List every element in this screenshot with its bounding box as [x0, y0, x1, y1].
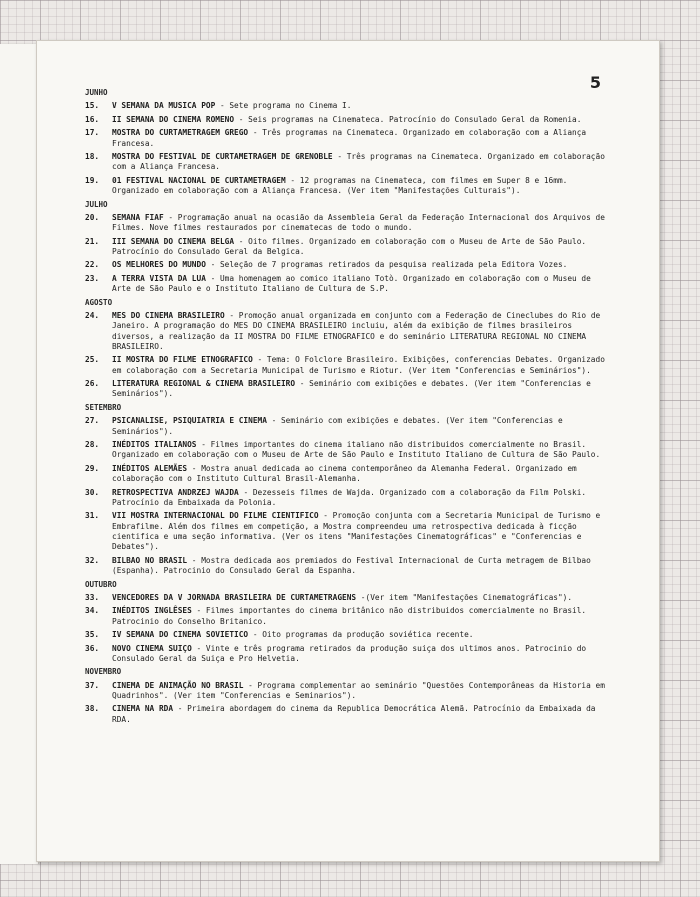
item-description: -(Ver item "Manifestações Cinematográficas").: [356, 592, 573, 602]
event-item: [85, 488, 613, 509]
item-text: [112, 644, 613, 665]
event-item: [85, 511, 613, 552]
event-item: [85, 644, 613, 665]
underlying-page: [0, 44, 39, 864]
item-number: 19.: [85, 175, 100, 185]
item-text: [112, 260, 613, 270]
item-description: - Programa complementar ao seminário "Questões Contemporâneas da Historia em Quadrinhos". (Ver item "Conferencias e Seminarios").: [112, 680, 605, 700]
item-description: - Sete programa no Cinema I.: [215, 101, 352, 111]
month-heading: AGOSTO: [85, 297, 113, 307]
item-title: OS MELHORES DO MUNDO: [112, 260, 206, 270]
item-number: 36.: [85, 643, 100, 653]
item-number: 17.: [85, 128, 100, 138]
item-number: 35.: [85, 630, 100, 640]
item-description: - Dezesseis filmes de Wajda. Organizado com a colaboração da Film Polski. Patrocínio da Embaixada da Polonia.: [112, 487, 587, 507]
event-item: [85, 440, 613, 461]
item-text: [112, 630, 613, 640]
item-number: 18.: [85, 152, 100, 162]
item-text: [112, 464, 613, 485]
item-description: - 12 programas na Cinemateca, com filmes em Super 8 e 16mm. Organizado em colaboração com a Aliança Francesa. (Ver item "Manifestações Culturais").: [112, 175, 568, 196]
item-description: - Seis programas na Cinemateca. Patrocínio do Consulado Geral da Romenia.: [234, 114, 582, 124]
item-number: 29.: [85, 463, 100, 473]
item-title: A TERRA VISTA DA LUA: [112, 273, 206, 283]
item-title: VII MOSTRA INTERNACIONAL DO FILME CIENTIFICO: [112, 511, 319, 521]
item-title: IV SEMANA DO CINEMA SOVIETICO: [112, 630, 249, 640]
event-item: [85, 260, 613, 270]
item-description: - Promoção anual organizada em conjunto com a Federação de Cineclubes do Rio de Janeiro. A programação do MES DO CINEMA BRASILEIRO incluiu, além da exibição de filmes brasileiros diversos, a realização da II MOSTRA DO FILME ETNOGRAFICO e do seminário LITERATURA REGIONAL NO CINEMA BRASILEIRO.: [112, 311, 601, 351]
item-number: 21.: [85, 236, 100, 246]
item-description: - Promoção conjunta com a Secretaria Municipal de Turismo e Embrafilme. Além dos filmes em competição, a Mostra compreendeu uma retrospectiva dedicada à ficção cientifica e uma seção informativa. (Ver os itens "Manifestações Cinematográficas" e "Conferencias e Debates").: [112, 511, 601, 552]
event-item: [85, 606, 613, 627]
item-text: [112, 176, 613, 197]
month-heading: NOVEMBRO: [85, 667, 122, 677]
item-number: 22.: [85, 260, 100, 270]
event-item: [85, 593, 613, 603]
item-number: 15.: [85, 101, 100, 111]
item-number: 30.: [85, 487, 100, 497]
event-item: [85, 355, 613, 376]
item-description: - Filmes importantes do cinema italiano não distribuidos comercialmente no Brasil. Organizado em colaboração com o Museu de Arte de São Paulo e Instituto Italiano de Cultura de São Paulo.: [112, 440, 601, 460]
month-heading: JULHO: [85, 199, 108, 209]
item-text: [112, 606, 613, 627]
event-item: [85, 128, 613, 149]
item-title: INÉDITOS ITALIANOS: [112, 440, 197, 450]
item-title: MOSTRA DO FESTIVAL DE CURTAMETRAGEM DE GRENOBLE: [112, 152, 333, 162]
item-description: - Vinte e três programa retirados da produção suiça dos ultimos anos. Patrocinio do Consulado Geral da Suiça e Pro Helvetia.: [112, 643, 587, 663]
month-heading: SETEMBRO: [85, 402, 122, 412]
item-number: 25.: [85, 355, 100, 365]
item-title: VENCEDORES DA V JORNADA BRASILEIRA DE CURTAMETRAGENS: [112, 592, 357, 602]
event-item: [85, 416, 613, 437]
item-description: - Filmes importantes do cinema britânico não distribuidos comercialmente no Brasil. Patrocinio do Conselho Britanico.: [112, 606, 587, 626]
item-number: 38.: [85, 704, 100, 714]
month-heading: JUNHO: [85, 88, 108, 97]
item-description: - Programação anual na ocasião da Assembleia Geral da Federação Internacional dos Arquivos de Filmes. Nove filmes restaurados por cinematecas de todo o mundo.: [112, 212, 605, 233]
item-text: [112, 213, 613, 234]
event-item: [85, 237, 613, 258]
item-title: LITERATURA REGIONAL & CINEMA BRASILEIRO: [112, 379, 296, 389]
item-title: NOVO CINEMA SUIÇO: [112, 643, 192, 653]
item-text: [112, 115, 613, 125]
item-text: [112, 152, 613, 173]
event-item: [85, 311, 613, 352]
event-item: [85, 704, 613, 725]
item-description: - Três programas na Cinemateca. Organizado em colaboração com a Aliança Francesa.: [112, 152, 605, 172]
item-number: 33.: [85, 592, 100, 602]
item-description: - Uma homenagem ao comico italiano Totò. Organizado em colaboração com o Museu de Arte de São Paulo e o Instituto Italiano de Cultura de S.P.: [112, 273, 591, 294]
item-text: [112, 593, 613, 603]
item-description: - Seminário com exibições e debates. (Ver item "Conferencias e Seminários").: [112, 379, 591, 399]
item-number: 16.: [85, 114, 100, 124]
item-title: INÉDITOS ALEMÃES: [112, 463, 188, 473]
item-title: SEMANA FIAF: [112, 212, 164, 222]
item-description: - Seminário com exibições e debates. (Ver item "Conferencias e Seminários").: [112, 416, 563, 436]
page-number: 5: [589, 73, 601, 92]
item-text: [112, 511, 613, 552]
item-title: RETROSPECTIVA ANDRZEJ WAJDA: [112, 487, 239, 497]
event-item: [85, 115, 613, 125]
item-title: 01 FESTIVAL NACIONAL DE CURTAMETRAGEM: [112, 175, 286, 185]
item-description: - Primeira abordagem do cinema da Republica Democrática Alemã. Patrocínio da Embaixada da RDA.: [112, 704, 596, 724]
item-text: [112, 101, 613, 111]
item-description: - Oito filmes. Organizado em colaboração com o Museu de Arte de São Paulo. Patrocínio do Consulado Geral da Belgica.: [112, 236, 587, 256]
event-item: [85, 274, 613, 295]
item-text: [112, 681, 613, 702]
item-text: [112, 556, 613, 577]
document-page: [36, 40, 660, 862]
item-description: - Três programas na Cinemateca. Organizado em colaboração com a Aliança Francesa.: [112, 128, 587, 148]
event-item: [85, 176, 613, 197]
item-description: - Tema: O Folclore Brasileiro. Exibições, conferencias Debates. Organizado em colaboração com a Secretaria Municipal de Turismo e Riotur. (Ver item "Conferencias e Seminários").: [112, 355, 605, 375]
item-description: - Mostra anual dedicada ao cinema contemporâneo da Alemanha Federal. Organizado em colaboração com o Instituto Cultural Brasil-Alemanha.: [112, 463, 577, 484]
event-item: [85, 630, 613, 640]
item-title: CINEMA DE ANIMAÇÃO NO BRASIL: [112, 680, 244, 690]
item-description: - Mostra dedicada aos premiados do Festival Internacional de Curta metragem de Bilbao (Espanha). Patrocinio do Consulado Geral da Espanha.: [112, 555, 591, 576]
month-heading: OUTUBRO: [85, 579, 117, 589]
item-text: [112, 274, 613, 295]
item-text: [112, 237, 613, 258]
event-list: [85, 85, 613, 728]
item-text: [112, 311, 613, 352]
item-title: CINEMA NA RDA: [112, 704, 174, 714]
item-title: INÉDITOS INGLÊSES: [112, 606, 192, 616]
item-text: [112, 379, 613, 400]
item-title: V SEMANA DA MUSICA POP: [112, 101, 216, 111]
item-title: MOSTRA DO CURTAMETRAGEM GREGO: [112, 128, 249, 138]
item-number: 26.: [85, 379, 100, 389]
event-item: [85, 152, 613, 173]
item-title: III SEMANA DO CINEMA BELGA: [112, 236, 235, 246]
item-number: 31.: [85, 511, 100, 521]
event-item: [85, 464, 613, 485]
item-title: II MOSTRA DO FILME ETNOGRAFICO: [112, 355, 253, 365]
event-item: [85, 556, 613, 577]
item-number: 27.: [85, 416, 100, 426]
item-title: II SEMANA DO CINEMA ROMENO: [112, 114, 235, 124]
item-text: [112, 440, 613, 461]
item-text: [112, 128, 613, 149]
item-number: 34.: [85, 606, 100, 616]
item-number: 20.: [85, 212, 100, 222]
event-item: [85, 101, 613, 111]
item-title: MES DO CINEMA BRASILEIRO: [112, 311, 225, 321]
item-description: - Oito programas da produção soviética recente.: [248, 630, 474, 640]
item-title: BILBAO NO BRASIL: [112, 555, 188, 565]
item-number: 37.: [85, 680, 100, 690]
item-number: 32.: [85, 555, 100, 565]
item-number: 28.: [85, 440, 100, 450]
item-text: [112, 704, 613, 725]
item-description: - Seleção de 7 programas retirados da pesquisa realizada pela Editora Vozes.: [205, 260, 568, 270]
item-number: 23.: [85, 273, 100, 283]
item-text: [112, 488, 613, 509]
item-title: PSICANALISE, PSIQUIATRIA E CINEMA: [112, 416, 267, 426]
item-text: [112, 355, 613, 376]
item-text: [112, 416, 613, 437]
item-number: 24.: [85, 311, 100, 321]
event-item: [85, 681, 613, 702]
event-item: [85, 213, 613, 234]
event-item: [85, 379, 613, 400]
